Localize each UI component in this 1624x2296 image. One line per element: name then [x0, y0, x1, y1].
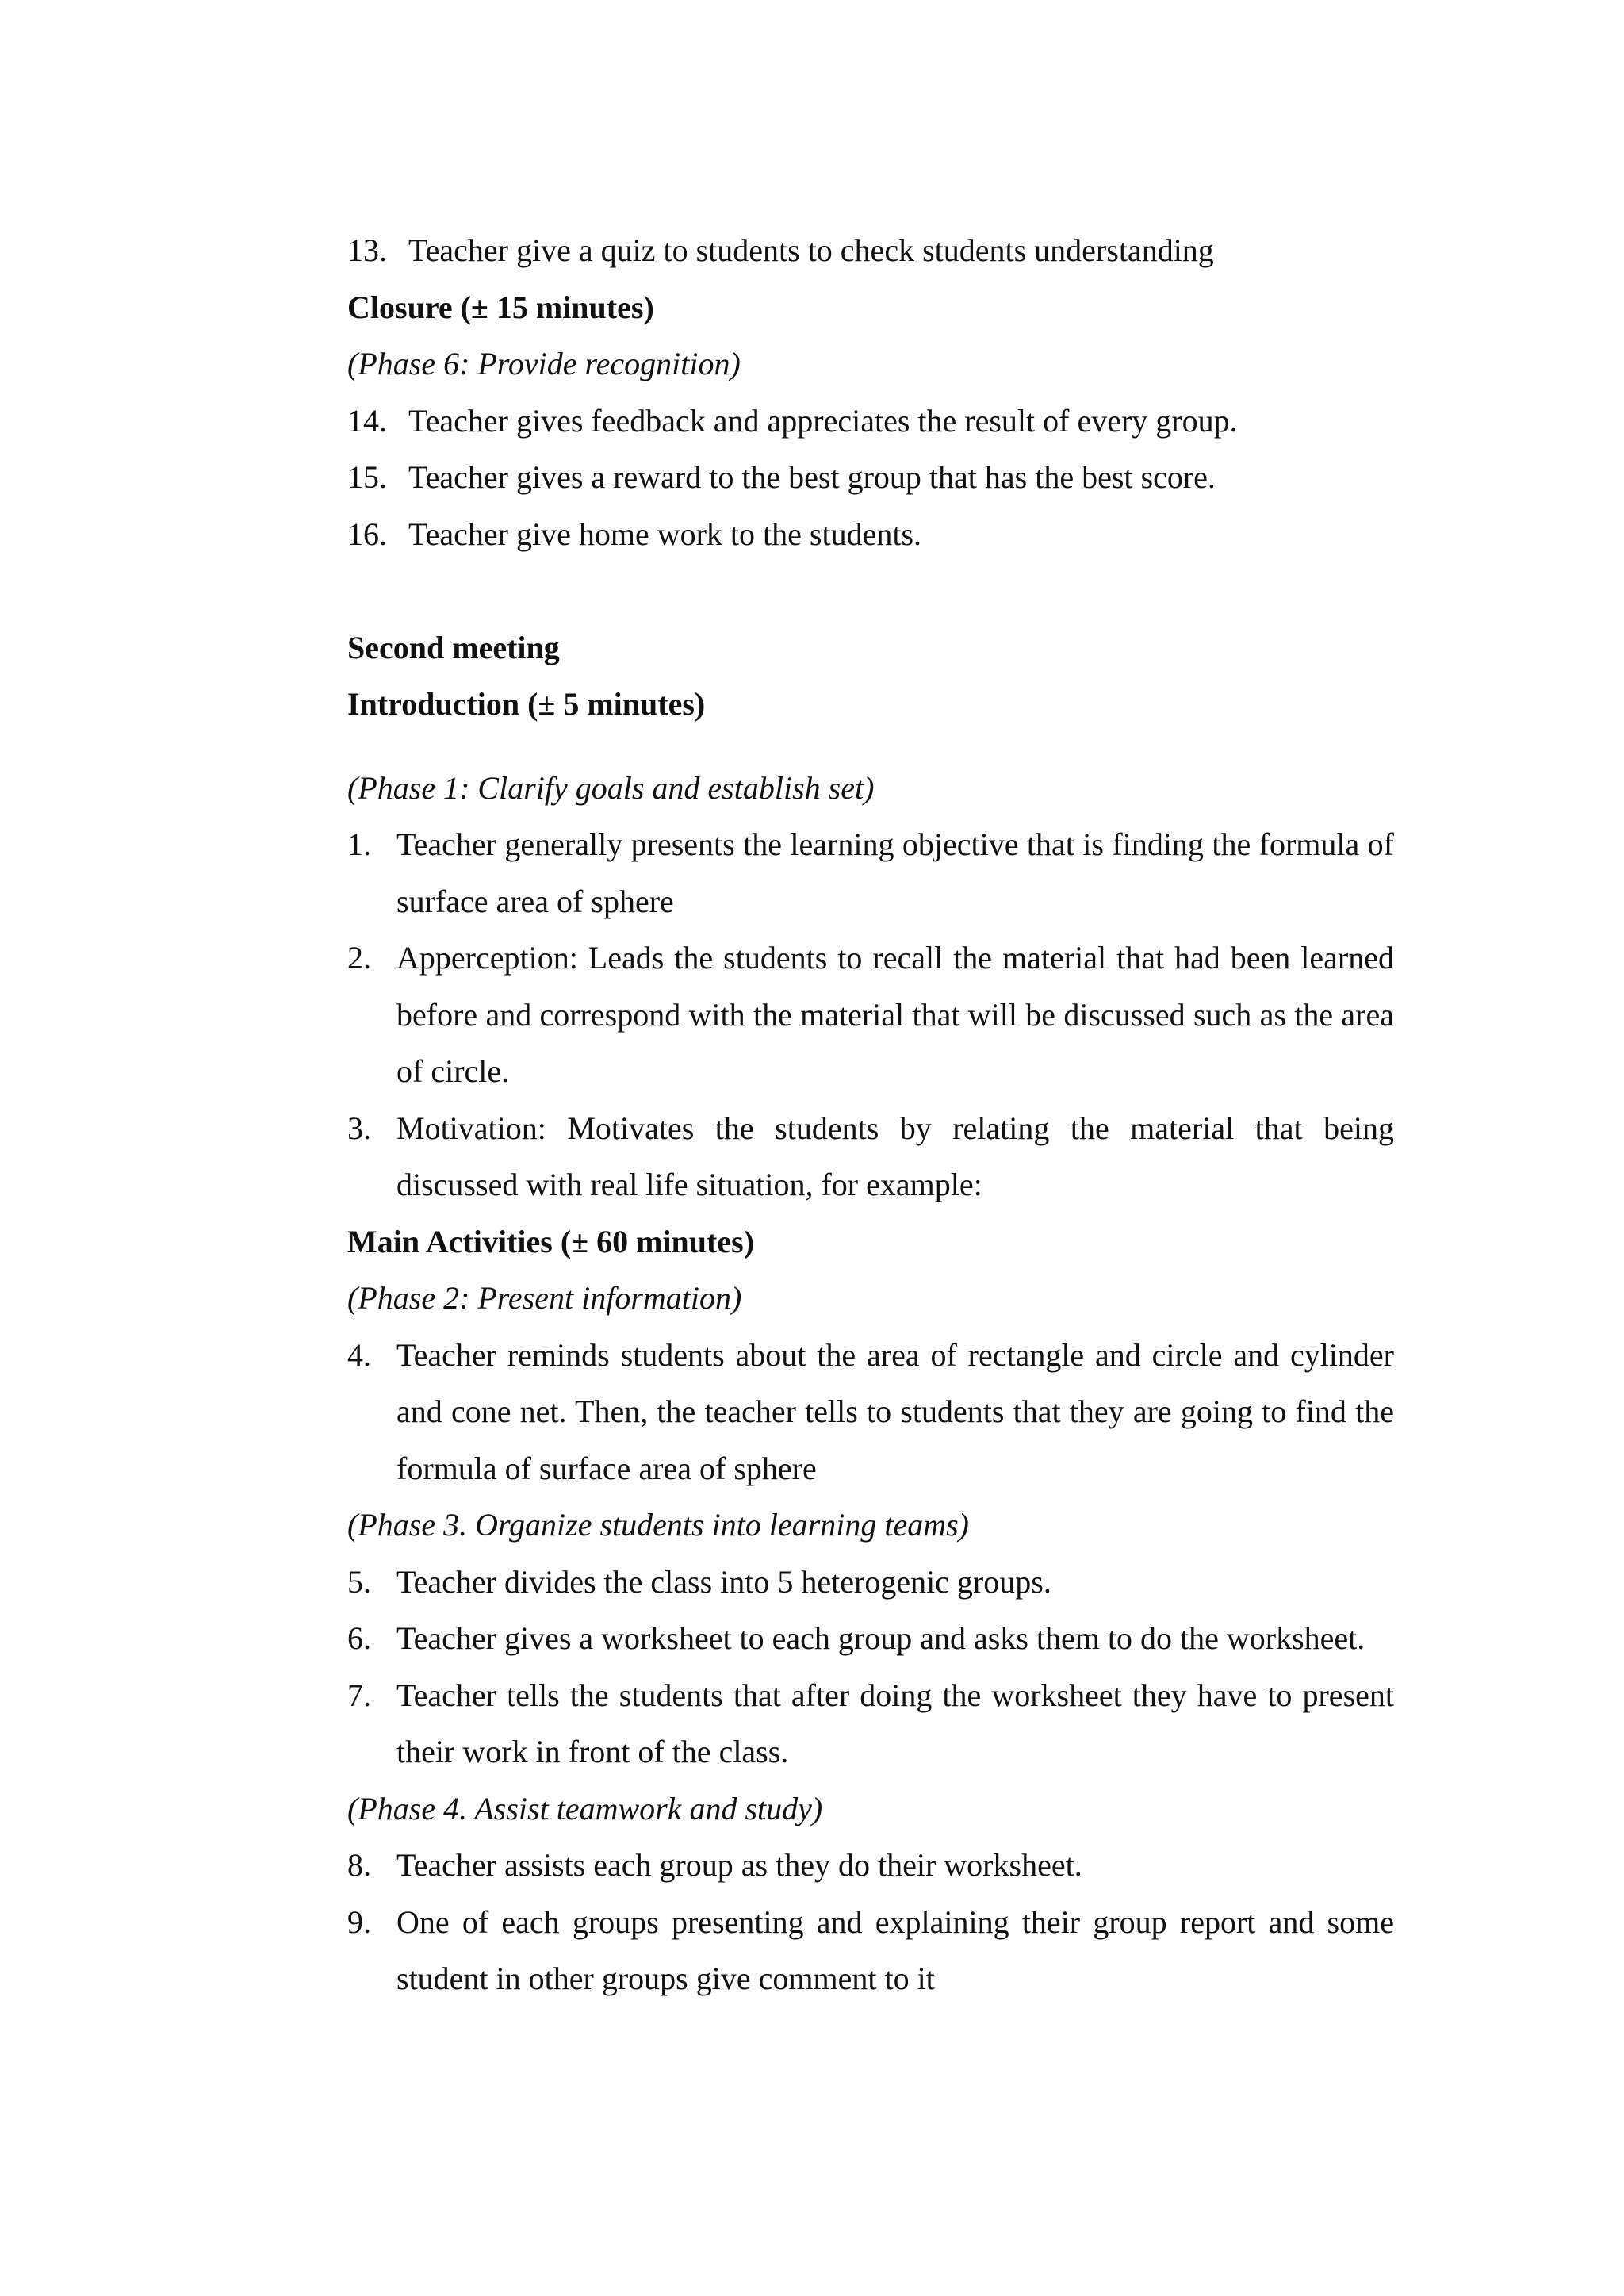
list-item [347, 506, 1394, 563]
section-heading-main-activities: Main Activities (± 60 minutes) [347, 1223, 755, 1259]
list-text: Teacher generally presents the learning objective that is finding the formula of surface area of sphere [396, 826, 1394, 919]
spacer [347, 562, 1394, 619]
list-item [347, 222, 1394, 279]
list-text: Teacher tells the students that after doing the worksheet they have to present their work in front of the class. [396, 1677, 1394, 1769]
list-number: 3. [347, 1110, 371, 1146]
spacer [347, 733, 1394, 760]
list-item [347, 1667, 1394, 1780]
list-number: 2. [347, 940, 371, 976]
section-heading-second-meeting: Second meeting [347, 629, 560, 665]
list-number: 1. [347, 826, 371, 862]
list-item [347, 1837, 1394, 1894]
document-body [347, 222, 1394, 2007]
list-text: Teacher reminds students about the area of rectangle and circle and cylinder and cone net. Then, the teacher tells to students that they are going to find the formula of surface area of sphere [396, 1336, 1394, 1486]
section-heading-closure: Closure (± 15 minutes) [347, 289, 654, 325]
list-number: 9. [347, 1903, 371, 1940]
list-item [347, 816, 1394, 930]
list-item [347, 1100, 1394, 1213]
list-item [347, 1894, 1394, 2007]
list-number: 13. [347, 232, 387, 268]
list-item [347, 930, 1394, 1100]
list-text: Teacher gives feedback and appreciates the result of every group. [408, 402, 1238, 439]
list-text: Teacher gives a worksheet to each group and asks them to do the worksheet. [396, 1620, 1365, 1656]
phase-label: (Phase 4. Assist teamwork and study) [347, 1790, 823, 1826]
list-text: Teacher divides the class into 5 heterogenic groups. [396, 1563, 1051, 1600]
list-number: 5. [347, 1563, 371, 1600]
list-item [347, 449, 1394, 506]
list-number: 16. [347, 516, 387, 552]
list-number: 8. [347, 1847, 371, 1883]
phase-label: (Phase 3. Organize students into learning teams) [347, 1507, 970, 1543]
list-number: 6. [347, 1620, 371, 1656]
list-text: Teacher give a quiz to students to check students understanding [408, 232, 1214, 268]
list-text: Motivation: Motivates the students by relating the material that being discussed with real life situation, for example: [396, 1110, 1394, 1202]
list-text: Teacher assists each group as they do their worksheet. [396, 1847, 1082, 1883]
list-text: One of each groups presenting and explaining their group report and some student in other groups give comment to it [396, 1903, 1394, 1996]
phase-label: (Phase 6: Provide recognition) [347, 346, 741, 381]
list-text: Teacher give home work to the students. [408, 516, 922, 552]
list-number: 15. [347, 459, 387, 495]
list-number: 14. [347, 402, 387, 439]
section-heading-introduction: Introduction (± 5 minutes) [347, 686, 706, 722]
list-number: 4. [347, 1336, 371, 1373]
list-text: Teacher gives a reward to the best group that has the best score. [408, 459, 1216, 495]
list-item [347, 1610, 1394, 1667]
list-item [347, 1554, 1394, 1611]
list-number: 7. [347, 1677, 371, 1713]
list-text: Apperception: Leads the students to recall the material that had been learned before and correspond with the material that will be discussed such as the area of circle. [396, 940, 1394, 1089]
list-item [347, 393, 1394, 450]
phase-label: (Phase 1: Clarify goals and establish set) [347, 769, 875, 806]
list-item [347, 1327, 1394, 1497]
phase-label: (Phase 2: Present information) [347, 1280, 742, 1316]
